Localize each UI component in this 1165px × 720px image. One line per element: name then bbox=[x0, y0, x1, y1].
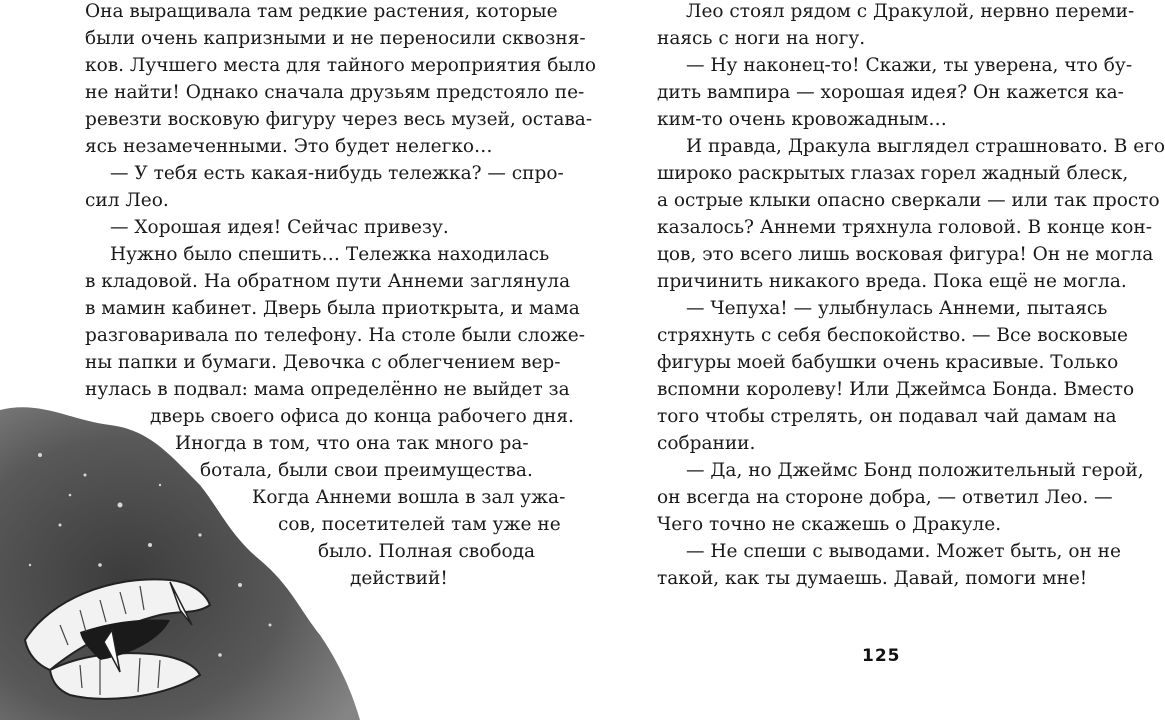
text-line: стряхнуть с себя беспокойство. — Все восковые bbox=[657, 325, 1128, 346]
text-line: дверь своего офиса до конца рабочего дня. bbox=[150, 406, 574, 427]
text-line: действий! bbox=[350, 568, 448, 589]
text-line: сов, посетителей там уже не bbox=[278, 514, 561, 535]
text-line: не найти! Однако сначала друзьям предстояло пе- bbox=[85, 82, 585, 103]
text-line: наясь с ноги на ногу. bbox=[657, 28, 866, 49]
text-line: разговаривала по телефону. На столе были сложе- bbox=[85, 325, 585, 346]
text-line: нулась в подвал: мама определённо не выйдет за bbox=[85, 379, 570, 400]
text-line: ков. Лучшего места для тайного мероприятия было bbox=[85, 55, 596, 76]
text-line: вспомни королеву! Или Джеймса Бонда. Вместо bbox=[657, 379, 1135, 400]
text-line: ясь незамеченными. Это будет нелегко… bbox=[85, 136, 493, 157]
text-line: Лео стоял рядом с Дракулой, нервно переми- bbox=[686, 1, 1135, 22]
text-line: сил Лео. bbox=[85, 190, 169, 211]
text-line: того чтобы стрелять, он подавал чай дамам на bbox=[657, 406, 1117, 427]
text-line: Чего точно не скажешь о Дракуле. bbox=[657, 514, 1002, 535]
text-line: собрании. bbox=[657, 433, 756, 454]
text-line: ботала, были свои преимущества. bbox=[200, 460, 533, 481]
text-line: ревезти восковую фигуру через весь музей, остава- bbox=[85, 109, 593, 130]
text-line: Когда Аннеми вошла в зал ужа- bbox=[252, 487, 566, 508]
text-line: было. Полная свобода bbox=[318, 541, 536, 562]
text-line: такой, как ты думаешь. Давай, помоги мне! bbox=[657, 568, 1088, 589]
text-line: в кладовой. На обратном пути Аннеми заглянула bbox=[85, 271, 571, 292]
text-line: широко раскрытых глазах горел жадный блеск, bbox=[657, 163, 1129, 184]
text-line: Она выращивала там редкие растения, которые bbox=[85, 1, 558, 22]
page-number: 125 bbox=[862, 646, 901, 666]
text-line: — Ну наконец-то! Скажи, ты уверена, что бу- bbox=[686, 55, 1133, 76]
text-line: в мамин кабинет. Дверь была приоткрыта, и мама bbox=[85, 298, 580, 319]
text-line: Иногда в том, что она так много ра- bbox=[175, 433, 529, 454]
text-line: ким-то очень кровожадным… bbox=[657, 109, 947, 130]
text-line: дить вампира — хорошая идея? Он кажется ка- bbox=[657, 82, 1124, 103]
text-line: И правда, Дракула выглядел страшновато. В его bbox=[686, 136, 1165, 157]
text-line: — У тебя есть какая-нибудь тележка? — спро- bbox=[110, 163, 564, 184]
text-line: а острые клыки опасно сверкали — или так просто bbox=[657, 190, 1160, 211]
text-line: были очень капризными и не переносили сквозня- bbox=[85, 28, 586, 49]
text-line: он всегда на стороне добра, — ответил Лео. — bbox=[657, 487, 1113, 508]
text-line: ны папки и бумаги. Девочка с облегчением вер- bbox=[85, 352, 561, 373]
text-line: — Чепуха! — улыбнулась Аннеми, пытаясь bbox=[686, 298, 1108, 319]
text-line: казалось? Аннеми тряхнула головой. В конце кон- bbox=[657, 217, 1152, 238]
text-line: — Не спеши с выводами. Может быть, он не bbox=[686, 541, 1121, 562]
text-line: — Да, но Джеймс Бонд положительный герой, bbox=[686, 460, 1144, 481]
text-line: Нужно было спешить… Тележка находилась bbox=[110, 244, 550, 265]
right-page bbox=[551, 0, 1165, 720]
text-line: цов, это всего лишь восковая фигура! Он не могла bbox=[657, 244, 1154, 265]
text-line: фигуры моей бабушки очень красивые. Только bbox=[657, 352, 1119, 373]
text-line: причинить никакого вреда. Пока ещё не могла. bbox=[657, 271, 1127, 292]
text-line: — Хорошая идея! Сейчас привезу. bbox=[110, 217, 449, 238]
